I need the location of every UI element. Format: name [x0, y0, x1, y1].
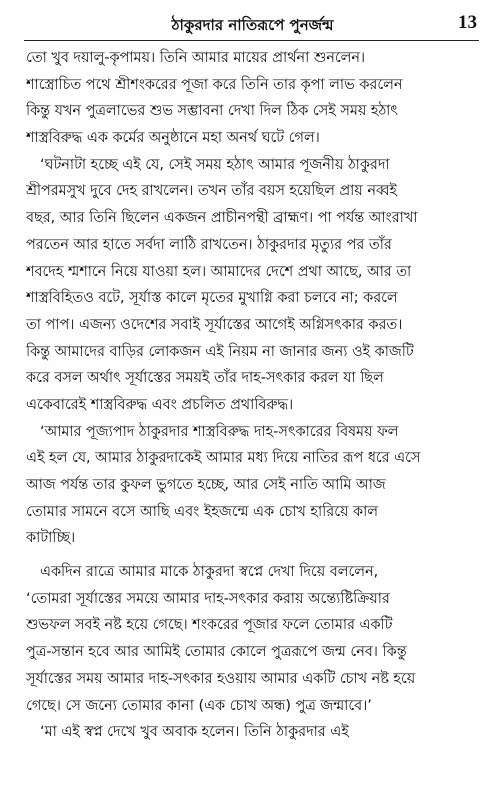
page-number: 13 — [458, 12, 477, 33]
text-line: শুভফল সবই নষ্ট হয়ে গেছে। শংকরের পূজার ফলে তোমার একটি — [26, 617, 393, 634]
text-line: তোমার সামনে বসে আছি এবং ইহজন্মে এক চোখ হারিয়ে কাল — [26, 503, 379, 520]
text-line: ‘ঘটনাটা হচ্ছে এই যে, সেই সময় হঠাৎ আমার পূজনীয় ঠাকুরদা — [40, 156, 390, 173]
text-line: তা পাপ। এজন্য ওদেশের সবাই সূর্যাস্তের আগেই অগ্নিসৎকার করত। — [26, 316, 403, 333]
text-line: এই হল যে, আমার ঠাকুরদাকেই আমার মধ্য দিয়ে নাতির রূপ ধরে এসে — [26, 450, 421, 467]
text-line: তো খুব দয়ালু-কৃপাময়। তিনি আমার মায়ের প্রার্থনা শুনলেন। — [26, 50, 366, 66]
text-line: শ্রীপরমসুখ দুবে দেহ রাখলেন। তখন তাঁর বয়স হয়েছিল প্রায় নব্বই — [26, 183, 397, 200]
text-line: সূর্যাস্তের সময় আমার দাহ-সৎকার হওয়ায় আমার একটি চোখ নষ্ট হয়ে — [26, 670, 416, 687]
text-line: গেছে। সে জন্যে তোমার কানা (এক চোখ অন্ধ) পুত্র জন্মাবে।’ — [26, 697, 372, 714]
text-line: শাস্ত্রবিরুদ্ধ এক কর্মের অনুষ্ঠানে মহা অনর্থ ঘটে গেল। — [26, 130, 320, 147]
text-line: শাস্ত্রোচিত পথে শ্রীশংকরের পূজা করে তিনি তার কৃপা লাভ করলেন — [26, 76, 403, 93]
text-line: বছর, আর তিনি ছিলেন একজন প্রাচীনপন্থী ব্রাহ্মণ। পা পর্যন্ত আংরাখা — [26, 210, 418, 227]
running-header — [24, 10, 481, 40]
text-line: একদিন রাত্রে আমার মাকে ঠাকুরদা স্বপ্নে দেখা দিয়ে বললেন, — [40, 564, 379, 581]
text-line: শাস্ত্রবিহিতও বটে, সূর্যাস্ত কালে মৃতের মুখাগ্নি করা চলবে না; করলে — [26, 290, 398, 307]
text-line: শবদেহ শ্মশানে নিয়ে যাওয়া হল। আমাদের দেশে প্রথা আছে, আর তা — [26, 263, 412, 280]
chapter-title: ঠাকুরদার নাতিরূপে পুনর্জন্ম — [171, 16, 334, 34]
text-line: ‘মা এই স্বপ্ন দেখে খুব অবাক হলেন। তিনি ঠাকুরদার এই — [40, 724, 349, 741]
header-rule — [24, 40, 479, 41]
text-line: ‘আমার পূজ্যপাদ ঠাকুরদার শাস্ত্রবিরুদ্ধ দাহ-সৎকারের বিষময় ফল — [40, 423, 399, 440]
text-line: কাটাচ্ছি। — [26, 530, 76, 547]
text-line: পরতেন আর হাতে সর্বদা লাঠি রাখতেন। ঠাকুরদার মৃত্যুর পর তাঁর — [26, 236, 392, 253]
body-text — [26, 45, 478, 746]
text-line: ‘তোমরা সূর্যাস্তের সময়ে আমার দাহ-সৎকার করায় অন্ত্যেষ্টিক্রিয়ার — [26, 590, 390, 607]
text-line: আজ পর্যন্ত তার কুফল ভুগতে হচ্ছে, আর সেই নাতি আমি আজ — [26, 477, 386, 493]
text-line: কিন্তু যখন পুত্রলাভের শুভ সম্ভাবনা দেখা দিল ঠিক সেই সময় হঠাৎ — [26, 103, 398, 120]
text-line: একেবারেই শাস্ত্রবিরুদ্ধ এবং প্রচলিত প্রথাবিরুদ্ধ। — [26, 396, 294, 413]
text-line: করে বসল অর্থাৎ সূর্যাস্তের সময়ই তাঁর দাহ-সৎকার করল যা ছিল — [26, 370, 384, 387]
text-line: কিন্তু আমাদের বাড়ির লোকজন এই নিয়ম না জানার জন্য ওই কাজটি — [26, 343, 414, 360]
text-line: পুত্র-সন্তান হবে আর আমিই তোমার কোলে পুত্ররূপে জন্ম নেব। কিন্তু — [26, 644, 407, 661]
